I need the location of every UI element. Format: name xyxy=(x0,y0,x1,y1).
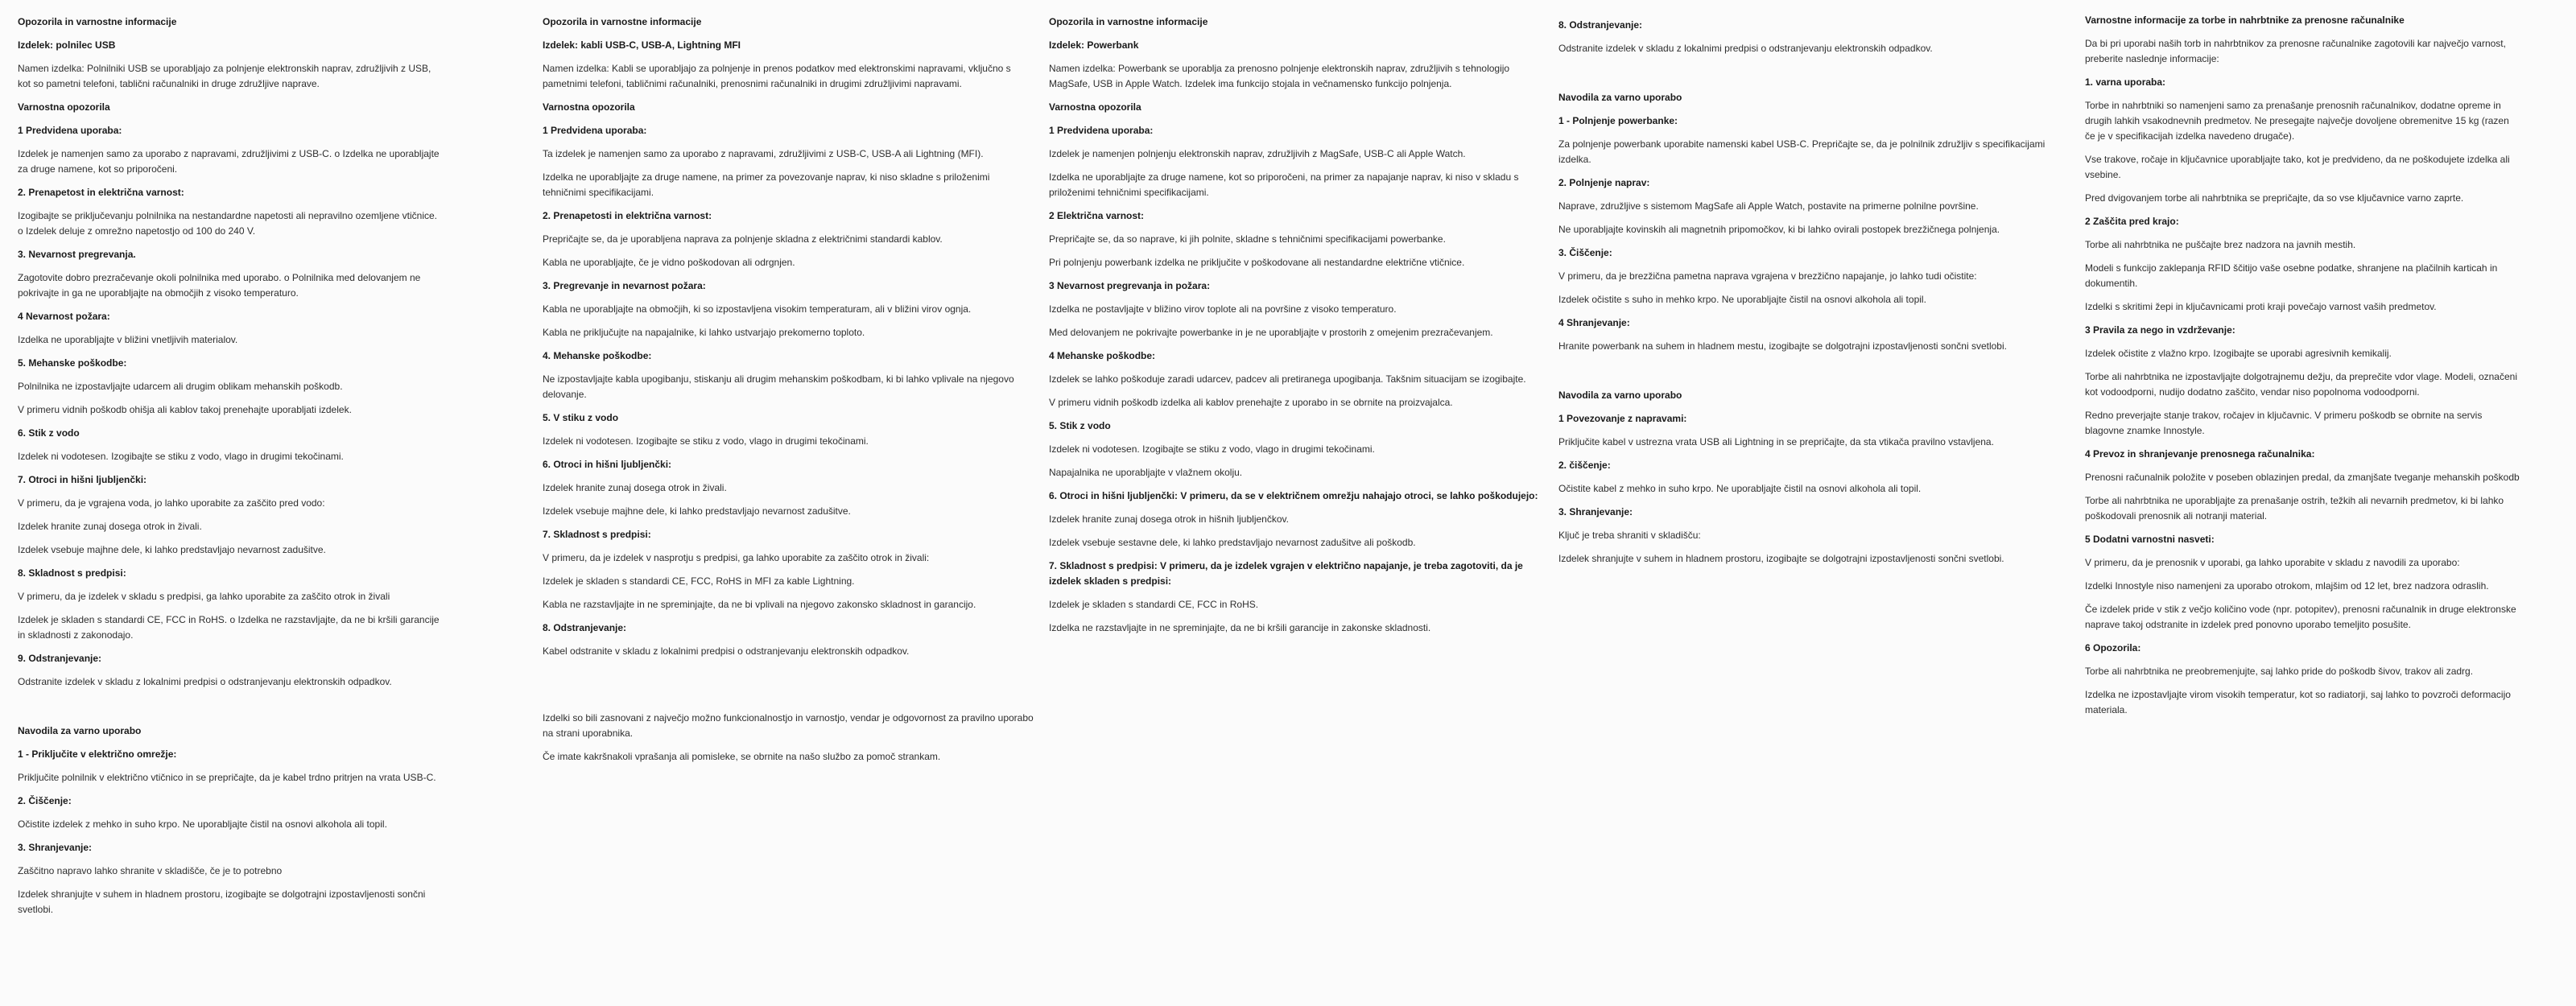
paragraph: Da bi pri uporabi naših torb in nahrbtnikov za prenosne računalnike zagotovili kar največjo varnost, preberite naslednje informacije: xyxy=(2085,38,2506,64)
section-heading: 1 - Priključite v električno omrežje: xyxy=(18,748,177,760)
paragraph: Izdelka ne izpostavljajte virom visokih temperatur, kot so radiatorji, saj lahko to povzroči deformacijo materiala. xyxy=(2085,689,2511,715)
paragraph: Med delovanjem ne pokrivajte powerbanke in je ne uporabljajte v prostorih z omejenim prezračevanjem. xyxy=(1049,327,1493,338)
paragraph: Izdelek vsebuje sestavne dele, ki lahko predstavljajo nevarnost zadušitve ali poškodb. xyxy=(1049,537,1416,548)
section-heading: 7. Otroci in hišni ljubljenčki: xyxy=(18,474,147,485)
paragraph: Izdelek je namenjen polnjenju elektronskih naprav, združljivih z MagSafe, USB-C ali Apple Watch. xyxy=(1049,148,1466,159)
paragraph: Torbe ali nahrbtnika ne puščajte brez nadzora na javnih mestih. xyxy=(2085,239,2356,250)
section-heading: 3 Pravila za nego in vzdrževanje: xyxy=(2085,324,2235,336)
section-heading: Varnostna opozorila xyxy=(1049,101,1141,113)
paragraph: Napajalnika ne uporabljajte v vlažnem okolju. xyxy=(1049,467,1243,478)
section-heading: 7. Skladnost s predpisi: xyxy=(543,529,651,540)
paragraph: Ključ je treba shraniti v skladišču: xyxy=(1558,530,1701,541)
paragraph: Izdelka ne razstavljajte in ne spreminjajte, da ne bi kršili garancije in zakonske skladnosti. xyxy=(1049,622,1431,633)
paragraph: Za polnjenje powerbank uporabite namenski kabel USB-C. Prepričajte se, da je polnilnik združljiv s specifikacijami izdelka. xyxy=(1558,138,2046,165)
section-heading: 5. V stiku z vodo xyxy=(543,412,619,423)
section-heading: 3. Nevarnost pregrevanja. xyxy=(18,249,136,260)
paragraph: Izdelka ne postavljajte v bližino virov toplote ali na površine z visoko temperaturo. xyxy=(1049,303,1397,315)
paragraph: Zagotovite dobro prezračevanje okoli polnilnika med uporabo. o Polnilnika med delovanjem ne pokrivajte in ga ne uporabljajte na območjih z visoko temperaturo. xyxy=(18,272,421,299)
paragraph: Prepričajte se, da je uporabljena naprava za polnjenje skladna z električnimi standardi kablov. xyxy=(543,233,943,245)
section-heading: Varnostna opozorila xyxy=(18,101,110,113)
column-laptop-bags-safety xyxy=(2085,0,2521,726)
paragraph: Izdelek vsebuje majhne dele, ki lahko predstavljajo nevarnost zadušitve. xyxy=(543,505,851,517)
section-spacer xyxy=(1558,64,2070,82)
section-heading: Opozorila in varnostne informacije xyxy=(18,16,177,27)
section-heading: Opozorila in varnostne informacije xyxy=(543,16,702,27)
section-heading: 4. Mehanske poškodbe: xyxy=(543,350,652,361)
paragraph: Hranite powerbank na suhem in hladnem mestu, izogibajte se dolgotrajni izpostavljenosti sončni svetlobi. xyxy=(1558,340,2007,352)
column-powerbank-and-cable-instructions xyxy=(1558,0,2070,575)
section-heading: 3. Shranjevanje: xyxy=(18,842,93,853)
paragraph: Torbe ali nahrbtnika ne izpostavljajte dolgotrajnemu dežju, da preprečite vdor vlage. Modeli, označeni kot vodoodporni, nudijo dodatno zaščito, vendar niso popolnoma vodoodporni. xyxy=(2085,371,2517,398)
paragraph: Naprave, združljive s sistemom MagSafe ali Apple Watch, postavite na primerne polnilne površine. xyxy=(1558,200,1979,212)
paragraph: Izdelek ni vodotesen. Izogibajte se stiku z vodo, vlago in drugimi tekočinami. xyxy=(1049,443,1375,455)
paragraph: Izdelki s skritimi žepi in ključavnicami proti kraji povečajo varnost vaših predmetov. xyxy=(2085,301,2437,312)
paragraph: Izdelek je skladen s standardi CE, FCC in RoHS. o Izdelka ne razstavljajte, da ne bi kršili garancije in skladnosti z zakonodajo. xyxy=(18,614,440,641)
paragraph: Priključite kabel v ustrezna vrata USB ali Lightning in se prepričajte, da sta vtikača pravilno vstavljena. xyxy=(1558,436,1994,447)
section-heading: 8. Odstranjevanje: xyxy=(543,622,627,633)
section-heading: 9. Odstranjevanje: xyxy=(18,653,102,664)
section-heading: 1 Povezovanje z napravami: xyxy=(1558,413,1687,424)
section-spacer xyxy=(1558,362,2070,380)
paragraph: Očistite kabel z mehko in suho krpo. Ne uporabljajte čistil na osnovi alkohola ali topil. xyxy=(1558,483,1922,494)
paragraph: Ta izdelek je namenjen samo za uporabo z napravami, združljivimi z USB-C, USB-A ali Lightning (MFI). xyxy=(543,148,984,159)
paragraph: Pri polnjenju powerbank izdelka ne priključite v poškodovane ali nestandardne električne vtičnice. xyxy=(1049,257,1465,268)
paragraph: Polnilnika ne izpostavljajte udarcem ali drugim oblikam mehanskih poškodb. xyxy=(18,381,343,392)
section-heading: 2 Zaščita pred krajo: xyxy=(2085,216,2179,227)
section-spacer xyxy=(543,685,1035,703)
section-heading: 1 - Polnjenje powerbanke: xyxy=(1558,115,1678,126)
paragraph: Priključite polnilnik v električno vtičnico in se prepričajte, da je kabel trdno pritrjen na vrata USB-C. xyxy=(18,772,436,783)
paragraph: Pred dvigovanjem torbe ali nahrbtnika se prepričajte, da so vse ključavnice varno zaprte. xyxy=(2085,192,2464,204)
section-heading: 3 Nevarnost pregrevanja in požara: xyxy=(1049,280,1211,291)
section-heading: 2. Čiščenje: xyxy=(18,795,72,806)
paragraph: Torbe ali nahrbtnika ne uporabljajte za prenašanje ostrih, težkih ali nevarnih predmetov, ki bi lahko poškodovali prenosnik ali notranji material. xyxy=(2085,495,2504,522)
paragraph: Namen izdelka: Powerbank se uporablja za prenosno polnjenje elektronskih naprav, združljivih s tehnologijo MagSafe, USB in Apple Watch. Izdelek ima funkcijo stojala in večnamensko funkcijo polnjenja. xyxy=(1049,63,1510,89)
section-heading: 4 Prevoz in shranjevanje prenosnega računalnika: xyxy=(2085,448,2315,460)
section-heading: Varnostna opozorila xyxy=(543,101,635,113)
section-heading: Varnostne informacije za torbe in nahrbtnike za prenosne računalnike xyxy=(2085,14,2405,26)
section-heading: 6. Otroci in hišni ljubljenčki: V primeru, da se v električnem omrežju nahajajo otroci, se lahko poškodujejo: xyxy=(1049,490,1538,501)
paragraph: Izdelek shranjujte v suhem in hladnem prostoru, izogibajte se dolgotrajni izpostavljenosti sončni svetlobi. xyxy=(18,888,426,915)
paragraph: Izdelek hranite zunaj dosega otrok in hišnih ljubljenčkov. xyxy=(1049,513,1289,525)
section-heading: Izdelek: kabli USB-C, USB-A, Lightning MFI xyxy=(543,39,741,51)
section-heading: Navodila za varno uporabo xyxy=(1558,92,1682,103)
section-heading: 6. Stik z vodo xyxy=(18,427,80,439)
paragraph: Modeli s funkcijo zaklepanja RFID ščitijo vaše osebne podatke, shranjene na plačilnih karticah in dokumentih. xyxy=(2085,262,2498,289)
paragraph: Kabla ne uporabljajte na območjih, ki so izpostavljena visokim temperaturam, ali v bližini virov ognja. xyxy=(543,303,972,315)
paragraph: Izdelek očistite z vlažno krpo. Izogibajte se uporabi agresivnih kemikalij. xyxy=(2085,348,2392,359)
section-heading: Navodila za varno uporabo xyxy=(1558,390,1682,401)
section-heading: 5. Mehanske poškodbe: xyxy=(18,357,127,369)
paragraph: Izdelek je skladen s standardi CE, FCC in RoHS. xyxy=(1049,599,1259,610)
section-heading: 5. Stik z vodo xyxy=(1049,420,1111,431)
paragraph: Kabla ne uporabljajte, če je vidno poškodovan ali odrgnjen. xyxy=(543,257,795,268)
paragraph: Odstranite izdelek v skladu z lokalnimi predpisi o odstranjevanju elektronskih odpadkov. xyxy=(1558,43,1933,54)
paragraph: Izdelka ne uporabljajte za druge namene, kot so priporočeni, na primer za napajanje naprav, ki niso v skladu s priloženimi tehničnimi specifikacijami. xyxy=(1049,171,1519,198)
section-heading: 6 Opozorila: xyxy=(2085,642,2141,653)
paragraph: Izdelek hranite zunaj dosega otrok in živali. xyxy=(543,482,727,493)
section-heading: 2. Polnjenje naprav: xyxy=(1558,177,1650,188)
section-heading: 3. Shranjevanje: xyxy=(1558,506,1633,517)
section-heading: 2. Prenapetosti in električna varnost: xyxy=(543,210,712,221)
paragraph: Ne uporabljajte kovinskih ali magnetnih pripomočkov, ki bi lahko ovirali postopek brezžičnega polnjenja. xyxy=(1558,224,2000,235)
paragraph: Izdelek shranjujte v suhem in hladnem prostoru, izogibajte se dolgotrajni izpostavljenosti sončni svetlobi. xyxy=(1558,553,2004,564)
paragraph: V primeru, da je izdelek v nasprotju s predpisi, ga lahko uporabite za zaščito otrok in živali: xyxy=(543,552,930,563)
section-heading: Izdelek: polnilec USB xyxy=(18,39,116,51)
paragraph: Izdelek se lahko poškoduje zaradi udarcev, padcev ali pretiranega upogibanja. Takšnim situacijam se izogibajte. xyxy=(1049,373,1526,385)
section-heading: 8. Skladnost s predpisi: xyxy=(18,567,126,579)
paragraph: Izdelek ni vodotesen. Izogibajte se stiku z vodo, vlago in drugimi tekočinami. xyxy=(18,451,344,462)
paragraph: Torbe in nahrbtniki so namenjeni samo za prenašanje prenosnih računalnikov, dodatne opreme in drugih lahkih vsakodnevnih predmetov. Ne presegajte največje dovoljene obremenitve 15 kg (razen če je v specifikacijah izdelka navedeno drugače). xyxy=(2085,100,2509,142)
paragraph: Redno preverjajte stanje trakov, ročajev in ključavnic. V primeru poškodb se obrnite na servis blagovne znamke Innostyle. xyxy=(2085,410,2483,436)
paragraph: Ne izpostavljajte kabla upogibanju, stiskanju ali drugim mehanskim poškodbam, ki bi lahko vplivale na njegovo delovanje. xyxy=(543,373,1014,400)
paragraph: Izogibajte se priključevanju polnilnika na nestandardne napetosti ali nepravilno ozemljene vtičnice. o Izdelek deluje z omrežno napetostjo od 100 do 240 V. xyxy=(18,210,437,237)
paragraph: Očistite izdelek z mehko in suho krpo. Ne uporabljajte čistil na osnovi alkohola ali topil. xyxy=(18,818,387,830)
section-heading: 2. čiščenje: xyxy=(1558,460,1611,471)
paragraph: V primeru vidnih poškodb izdelka ali kablov prenehajte z uporabo in se obrnite na proizvajalca. xyxy=(1049,397,1453,408)
paragraph: Prepričajte se, da so naprave, ki jih polnite, skladne s tehničnimi specifikacijami powerbanke. xyxy=(1049,233,1446,245)
paragraph: Izdelek je skladen s standardi CE, FCC, RoHS in MFI za kable Lightning. xyxy=(543,575,855,587)
paragraph: Vse trakove, ročaje in ključavnice uporabljajte tako, kot je predvideno, da ne poškodujete izdelka ali vsebine. xyxy=(2085,154,2510,180)
paragraph: Izdelek ni vodotesen. Izogibajte se stiku z vodo, vlago in drugimi tekočinami. xyxy=(543,435,869,447)
paragraph: Izdelka ne uporabljajte za druge namene, na primer za povezovanje naprav, ki niso skladne s priloženimi tehničnimi specifikacijami. xyxy=(543,171,990,198)
section-heading: 1 Predvidena uporaba: xyxy=(1049,125,1154,136)
paragraph: Namen izdelka: Kabli se uporabljajo za polnjenje in prenos podatkov med elektronskimi napravami, vključno s pametnimi telefoni, tabličnimi računalniki, prenosnimi računalniki in drugimi združljivimi napravami. xyxy=(543,63,1011,89)
section-heading: 8. Odstranjevanje: xyxy=(1558,19,1643,31)
section-spacer xyxy=(18,698,440,715)
paragraph: V primeru, da je izdelek v skladu s predpisi, ga lahko uporabite za zaščito otrok in živali xyxy=(18,591,390,602)
paragraph: Prenosni računalnik položite v poseben oblazinjen predal, da zmanjšate tveganje mehanskih poškodb xyxy=(2085,472,2520,483)
section-heading: 3. Čiščenje: xyxy=(1558,247,1612,258)
section-heading: 4 Shranjevanje: xyxy=(1558,317,1630,328)
paragraph: V primeru, da je prenosnik v uporabi, ga lahko uporabite v skladu z navodili za uporabo: xyxy=(2085,557,2460,568)
paragraph: V primeru vidnih poškodb ohišja ali kablov takoj prenehajte uporabljati izdelek. xyxy=(18,404,352,415)
section-heading: 4 Nevarnost požara: xyxy=(18,311,110,322)
section-heading: 5 Dodatni varnostni nasveti: xyxy=(2085,534,2215,545)
paragraph: Kabla ne priključujte na napajalnike, ki lahko ustvarjajo prekomerno toploto. xyxy=(543,327,865,338)
section-heading: Izdelek: Powerbank xyxy=(1049,39,1139,51)
section-heading: 2 Električna varnost: xyxy=(1049,210,1145,221)
section-heading: Opozorila in varnostne informacije xyxy=(1049,16,1208,27)
paragraph: Namen izdelka: Polnilniki USB se uporabljajo za polnjenje elektronskih naprav, združljivih z USB, kot so pametni telefoni, tablični računalniki in druge združljive naprave. xyxy=(18,63,431,89)
column-usb-charger-safety xyxy=(18,0,440,926)
paragraph: Odstranite izdelek v skladu z lokalnimi predpisi o odstranjevanju elektronskih odpadkov. xyxy=(18,676,392,687)
section-heading: 1. varna uporaba: xyxy=(2085,76,2166,88)
paragraph: V primeru, da je brezžična pametna naprava vgrajena v brezžično napajanje, jo lahko tudi očistite: xyxy=(1558,270,1977,282)
paragraph: V primeru, da je vgrajena voda, jo lahko uporabite za zaščito pred vodo: xyxy=(18,497,325,509)
section-heading: 2. Prenapetost in električna varnost: xyxy=(18,187,184,198)
paragraph: Izdelek hranite zunaj dosega otrok in živali. xyxy=(18,521,202,532)
paragraph: Izdelki so bili zasnovani z največjo možno funkcionalnostjo in varnostjo, vendar je odgovornost za pravilno uporabo na strani uporabnika. xyxy=(543,712,1034,739)
column-powerbank-safety xyxy=(1049,0,1548,644)
paragraph: Če izdelek pride v stik z večjo količino vode (npr. potopitev), prenosni računalnik in druge elektronske naprave takoj odstranite in izdelek pred ponovno uporabo temeljito posušite. xyxy=(2085,604,2516,630)
column-cables-safety xyxy=(543,0,1035,773)
section-spacer xyxy=(543,667,1035,685)
paragraph: Kabla ne razstavljajte in ne spreminjajte, da ne bi vplivali na njegovo zakonsko skladnost in garancijo. xyxy=(543,599,976,610)
paragraph: Kabel odstranite v skladu z lokalnimi predpisi o odstranjevanju elektronskih odpadkov. xyxy=(543,645,910,657)
paragraph: Izdelki Innostyle niso namenjeni za uporabo otrokom, mlajšim od 12 let, brez nadzora odraslih. xyxy=(2085,580,2489,592)
paragraph: Zaščitno napravo lahko shranite v skladišče, če je to potrebno xyxy=(18,865,283,876)
paragraph: Če imate kakršnakoli vprašanja ali pomisleke, se obrnite na našo službo za pomoč strankam. xyxy=(543,751,941,762)
section-heading: 3. Pregrevanje in nevarnost požara: xyxy=(543,280,706,291)
paragraph: Izdelka ne uporabljajte v bližini vnetljivih materialov. xyxy=(18,334,238,345)
paragraph: Izdelek vsebuje majhne dele, ki lahko predstavljajo nevarnost zadušitve. xyxy=(18,544,326,555)
paragraph: Izdelek očistite s suho in mehko krpo. Ne uporabljajte čistil na osnovi alkohola ali topil. xyxy=(1558,294,1926,305)
section-heading: Navodila za varno uporabo xyxy=(18,725,142,736)
paragraph: Torbe ali nahrbtnika ne preobremenjujte, saj lahko pride do poškodb šivov, trakov ali zadrg. xyxy=(2085,666,2474,677)
section-heading: 1 Predvidena uporaba: xyxy=(543,125,647,136)
section-heading: 7. Skladnost s predpisi: V primeru, da je izdelek vgrajen v električno napajanje, je treba zagotoviti, da je izdelek skladen s predpisi: xyxy=(1049,560,1523,587)
section-heading: 4 Mehanske poškodbe: xyxy=(1049,350,1156,361)
paragraph: Izdelek je namenjen samo za uporabo z napravami, združljivimi z USB-C. o Izdelka ne uporabljajte za druge namene, kot so priporočeni. xyxy=(18,148,440,175)
section-heading: 6. Otroci in hišni ljubljenčki: xyxy=(543,459,672,470)
section-heading: 1 Predvidena uporaba: xyxy=(18,125,122,136)
